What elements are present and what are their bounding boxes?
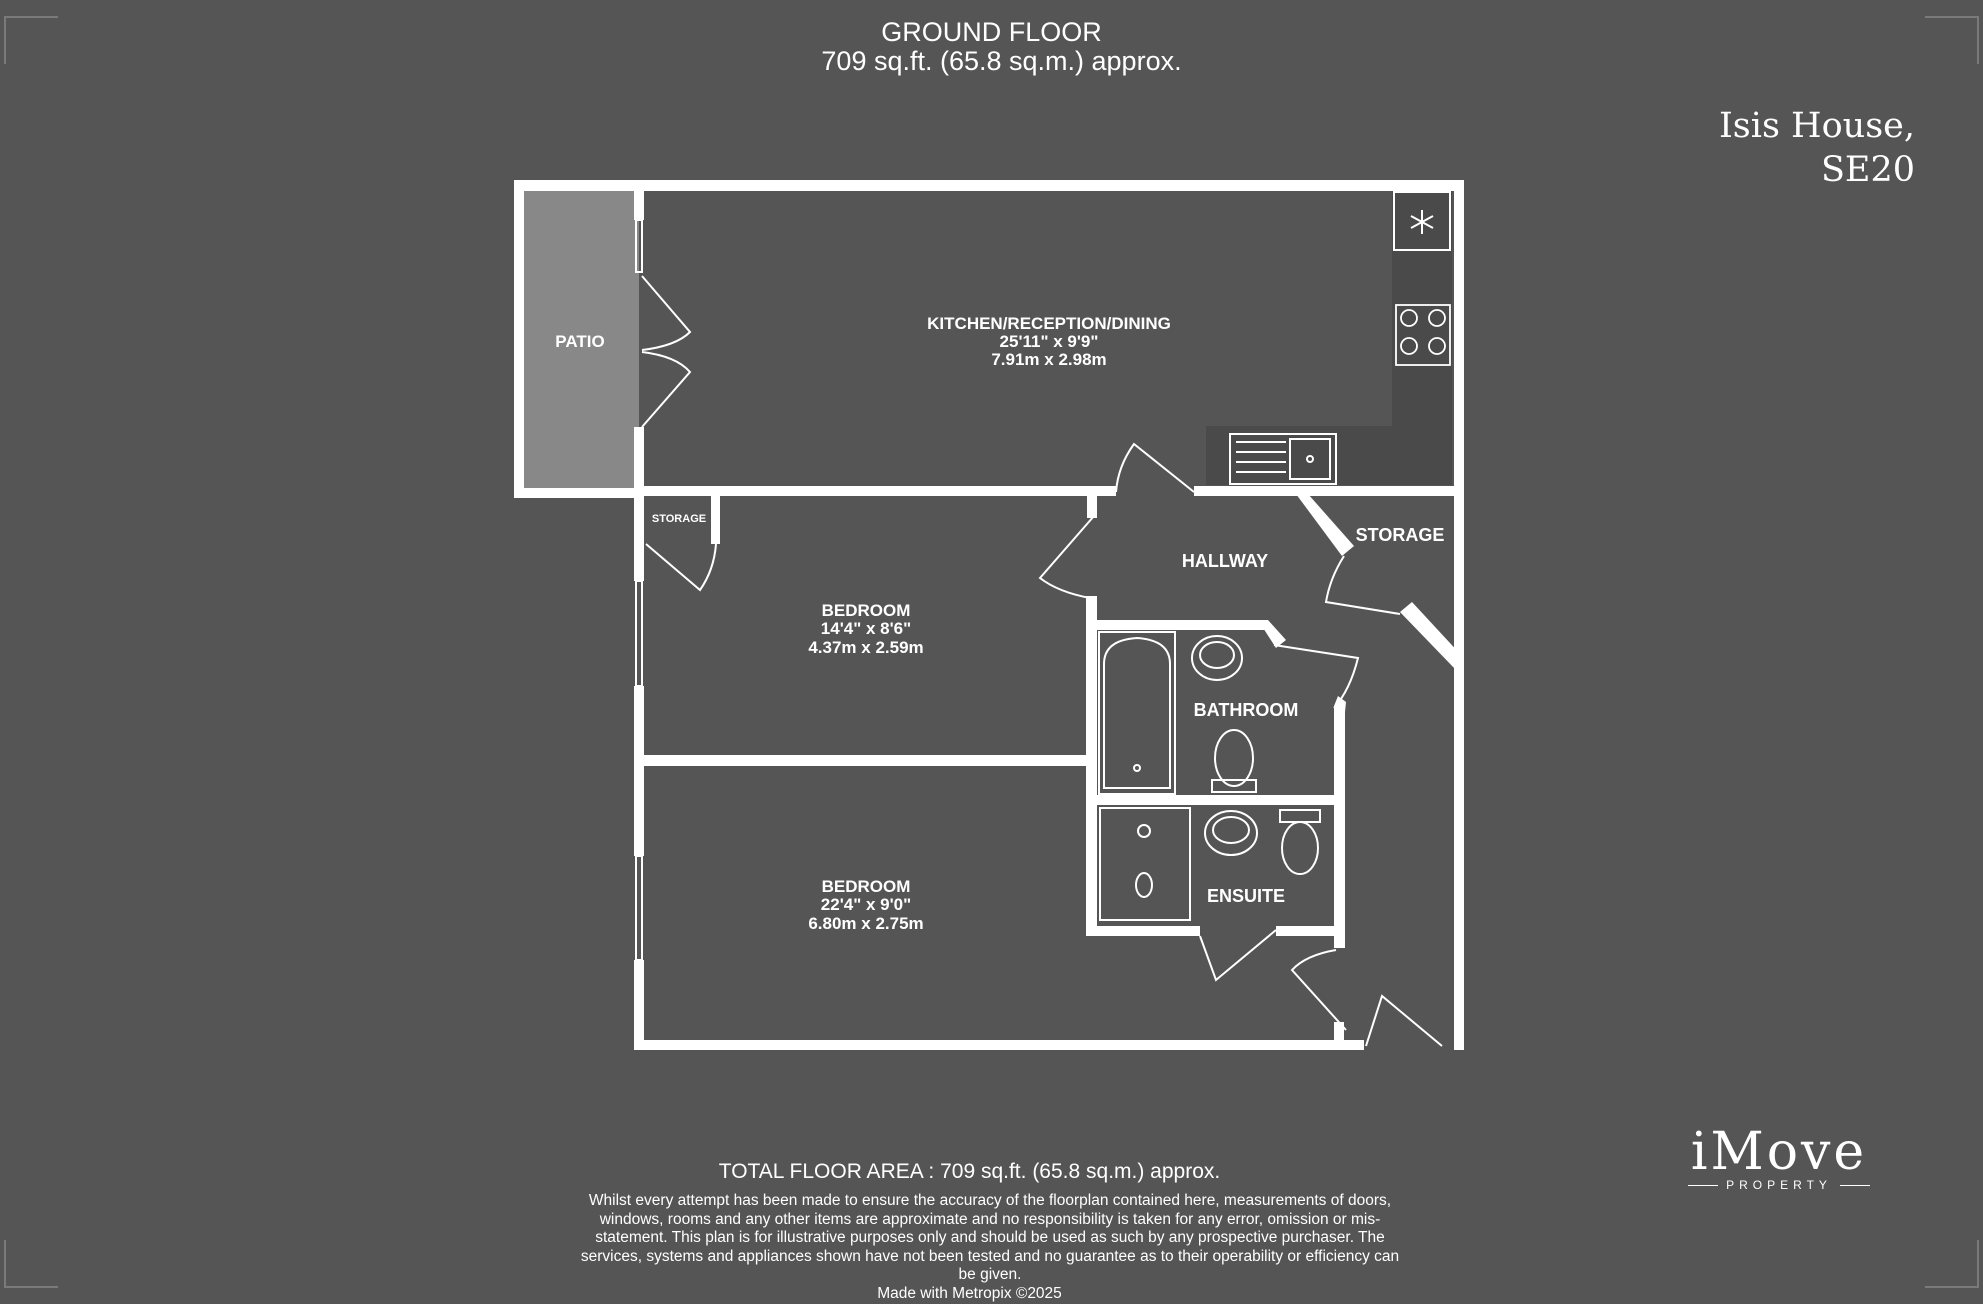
- patio-name: PATIO: [555, 332, 605, 351]
- walls: [514, 180, 1464, 1050]
- wall: [634, 1040, 1364, 1050]
- wall: [1454, 180, 1464, 1050]
- property-name: Isis House,: [1718, 106, 1915, 146]
- storage-small-name: STORAGE: [651, 513, 707, 525]
- wall: [1334, 706, 1345, 948]
- wall: [1400, 602, 1462, 670]
- ensuite-door: [1200, 930, 1276, 980]
- floor-area: 709 sq.ft. (65.8 sq.m.) approx.: [821, 46, 1182, 76]
- basin-icon: [1205, 811, 1257, 855]
- wall: [1296, 494, 1354, 556]
- bedroom1-metric: 4.37m x 2.59m: [808, 638, 924, 657]
- total-floor-area: TOTAL FLOOR AREA : 709 sq.ft. (65.8 sq.m.) approx.: [718, 1160, 1221, 1183]
- hallway-name: HALLWAY: [1181, 551, 1269, 571]
- divider: [1688, 1185, 1718, 1186]
- wall: [514, 180, 1464, 191]
- wall: [1086, 596, 1097, 936]
- ensuite-name: ENSUITE: [1206, 886, 1286, 906]
- window: [636, 581, 642, 686]
- bedroom1-name: BEDROOM: [821, 601, 911, 620]
- wall: [514, 488, 638, 498]
- kitchen-name: KITCHEN/RECEPTION/DINING: [927, 314, 1171, 333]
- storage-door: [646, 544, 716, 590]
- wall: [1090, 926, 1200, 936]
- window: [636, 856, 642, 960]
- storage-door: [1326, 556, 1400, 614]
- bedroom2-metric: 6.80m x 2.75m: [808, 914, 924, 933]
- wall: [1090, 795, 1340, 805]
- wall: [1087, 494, 1097, 518]
- property-postcode: SE20: [1820, 150, 1915, 190]
- toilet-icon: [1280, 810, 1320, 874]
- wall: [634, 960, 644, 1050]
- floor-name: GROUND FLOOR: [881, 17, 1102, 47]
- bathroom-name: BATHROOM: [1193, 700, 1299, 720]
- bedroom2-imperial: 22'4" x 9'0": [820, 895, 912, 914]
- bathroom-door: [1274, 645, 1358, 708]
- footer: [0, 1160, 1983, 1303]
- made-with-credit: Made with Metropix ©2025: [877, 1284, 1062, 1302]
- bedroom2-name: BEDROOM: [821, 877, 911, 896]
- bedroom-door: [1040, 516, 1094, 598]
- logo-tagline: PROPERTY: [1726, 1178, 1832, 1192]
- kitchen-imperial: 25'11" x 9'9": [999, 332, 1099, 351]
- storage-name: STORAGE: [1355, 525, 1445, 545]
- disclaimer-text: Whilst every attempt has been made to ensure the accuracy of the floorplan contained here, measurements of doors, windows, rooms and any other items are approximate and no responsibility is taken for any error, omission or mis-statement. This plan is for illustrative purposes only and should be used as such by any prospective purchaser. The services, systems and appliances shown have not been tested and no guarantee as to their operability or efficiency can be given.: [580, 1192, 1400, 1283]
- imove-logo: [1688, 1124, 1870, 1192]
- wall: [514, 180, 524, 498]
- wall: [1194, 486, 1456, 496]
- toilet-icon: [1212, 730, 1256, 792]
- wall: [634, 486, 1116, 496]
- wall: [640, 755, 1090, 766]
- bedroom1-imperial: 14'4" x 8'6": [820, 619, 912, 638]
- bedroom-door: [1292, 950, 1346, 1030]
- wall: [711, 494, 720, 544]
- divider: [1840, 1185, 1870, 1186]
- kitchen-door: [1116, 444, 1194, 492]
- bath-icon: [1099, 632, 1175, 794]
- wall: [1086, 620, 1266, 630]
- kitchen-metric: 7.91m x 2.98m: [991, 350, 1107, 369]
- wall: [1358, 1040, 1364, 1050]
- wall: [634, 686, 644, 856]
- patio-door: [642, 276, 690, 350]
- basin-icon: [1192, 636, 1242, 680]
- wall: [634, 427, 644, 581]
- entrance-door: [1366, 996, 1442, 1046]
- patio-door: [642, 352, 690, 427]
- wall: [634, 180, 644, 220]
- logo-wordmark: iMove: [1690, 1122, 1868, 1182]
- wall: [1276, 926, 1344, 936]
- wall: [1258, 620, 1286, 648]
- shower-icon: [1100, 808, 1190, 920]
